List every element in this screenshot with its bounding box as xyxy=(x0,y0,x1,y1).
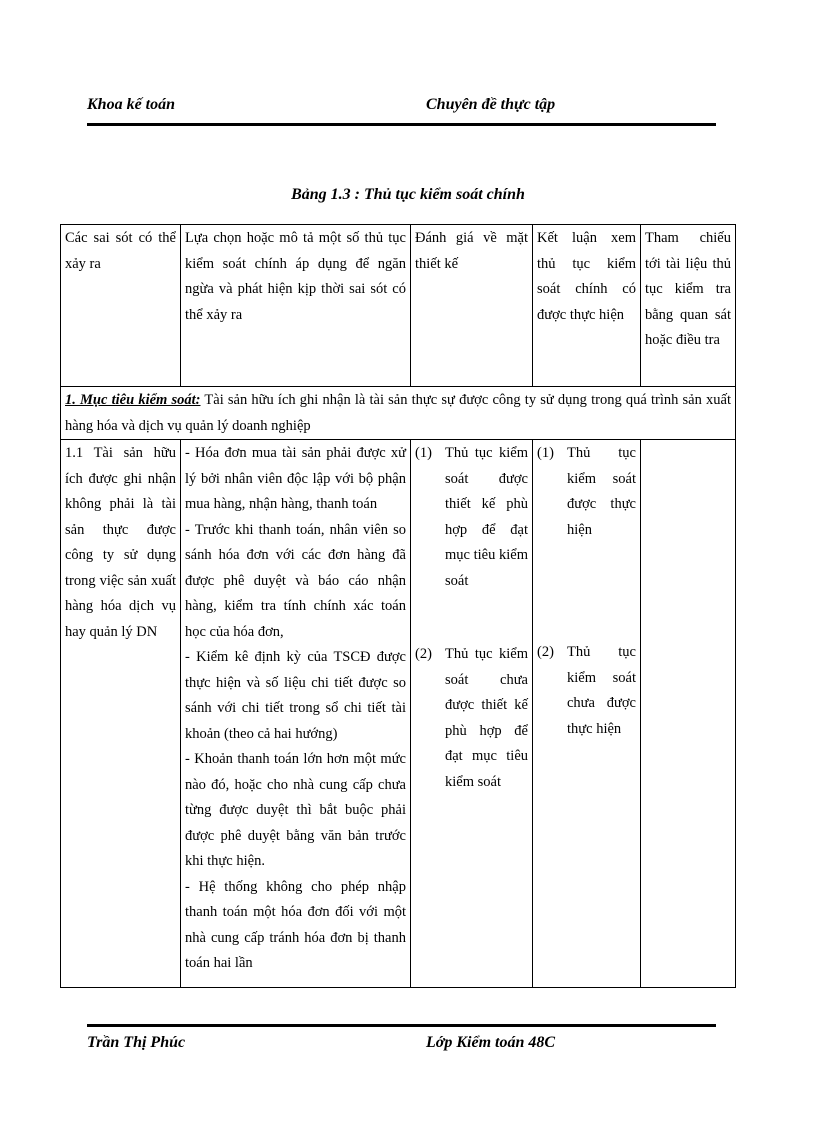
header-document-type: Chuyên đề thực tập xyxy=(426,96,556,113)
design-item xyxy=(415,642,528,795)
controls-cell xyxy=(181,440,411,988)
control-item: - Hệ thống không cho phép nhập thanh toán một hóa đơn đối với một nhà cung cấp tránh hóa đơn bị thanh toán hai lần xyxy=(185,878,406,971)
conclusion-item-text: Thủ tục kiểm soát được thực hiện xyxy=(567,445,636,538)
footer-class: Lớp Kiểm toán 48C xyxy=(426,1034,556,1051)
design-item xyxy=(415,441,528,594)
design-item-text: Thủ tục kiểm soát được thiết kế phù hợp để đạt mục tiêu kiểm soát xyxy=(445,445,528,589)
design-item-text: Thủ tục kiểm soát chưa được thiết kế phù hợp để đạt mục tiêu kiểm soát xyxy=(445,646,528,790)
objective-cell xyxy=(61,387,736,440)
spacer xyxy=(537,543,636,640)
conclusion-cell xyxy=(533,440,641,988)
control-item: - Trước khi thanh toán, nhân viên so sánh hóa đơn với các đơn hàng đã được phê duyệt và báo cáo nhận hàng, kiểm tra tính chính xác toán học của hóa đơn, xyxy=(185,521,406,640)
footer-divider xyxy=(87,1024,716,1027)
column-header-controls: Lựa chọn hoặc mô tả một số thủ tục kiểm soát chính áp dụng để ngăn ngừa và phát hiện kịp thời sai sót có thể xảy ra xyxy=(181,225,411,387)
table-header-row xyxy=(61,225,736,387)
column-header-reference: Tham chiếu tới tài liệu thủ tục kiểm tra bằng quan sát hoặc điều tra xyxy=(641,225,736,387)
footer-author: Trần Thị Phúc xyxy=(87,1034,186,1051)
conclusion-item-number: (1) xyxy=(537,445,554,461)
table-row xyxy=(61,440,736,988)
error-cell: 1.1 Tài sản hữu ích được ghi nhận không phải là tài sản thực được công ty sử dụng trong việc sản xuất hàng hóa dịch vụ hay quản lý DN xyxy=(61,440,181,988)
control-item: - Kiểm kê định kỳ của TSCĐ được thực hiện và số liệu chi tiết được so sánh với chi tiết trong sổ chi tiết tài khoản (theo cả hai hướng) xyxy=(185,649,406,742)
header-divider xyxy=(87,123,716,126)
design-cell xyxy=(411,440,533,988)
header-department: Khoa kế toán xyxy=(87,96,176,113)
design-item-number: (1) xyxy=(415,445,432,461)
column-header-errors: Các sai sót có thể xảy ra xyxy=(61,225,181,387)
control-item: - Khoản thanh toán lớn hơn một mức nào đó, hoặc cho nhà cung cấp chưa từng được duyệt thì bắt buộc phải được phê duyệt bằng văn bản trước khi thực hiện. xyxy=(185,751,406,869)
control-item: - Hóa đơn mua tài sản phải được xử lý bởi nhân viên độc lập với bộ phận mua hàng, nhận hàng, thanh toán xyxy=(185,445,406,512)
conclusion-item xyxy=(537,640,636,742)
spacer xyxy=(415,594,528,642)
control-procedures-table xyxy=(60,224,736,988)
column-header-conclusion: Kết luận xem thủ tục kiểm soát chính có được thực hiện xyxy=(533,225,641,387)
column-header-design: Đánh giá về mặt thiết kế xyxy=(411,225,533,387)
objective-text: Tài sản hữu ích ghi nhận là tài sản thực sự được công ty sử dụng trong quá trình sản xuất hàng hóa và dịch vụ quản lý doanh nghiệp xyxy=(65,392,731,434)
table-title: Bảng 1.3 : Thủ tục kiểm soát chính xyxy=(291,186,525,203)
conclusion-item-number: (2) xyxy=(537,644,554,660)
design-item-number: (2) xyxy=(415,646,432,662)
conclusion-item xyxy=(537,441,636,543)
conclusion-item-text: Thủ tục kiểm soát chưa được thực hiện xyxy=(567,644,636,737)
objective-label: 1. Mục tiêu kiểm soát: xyxy=(65,392,201,408)
reference-cell xyxy=(641,440,736,988)
objective-row xyxy=(61,387,736,440)
